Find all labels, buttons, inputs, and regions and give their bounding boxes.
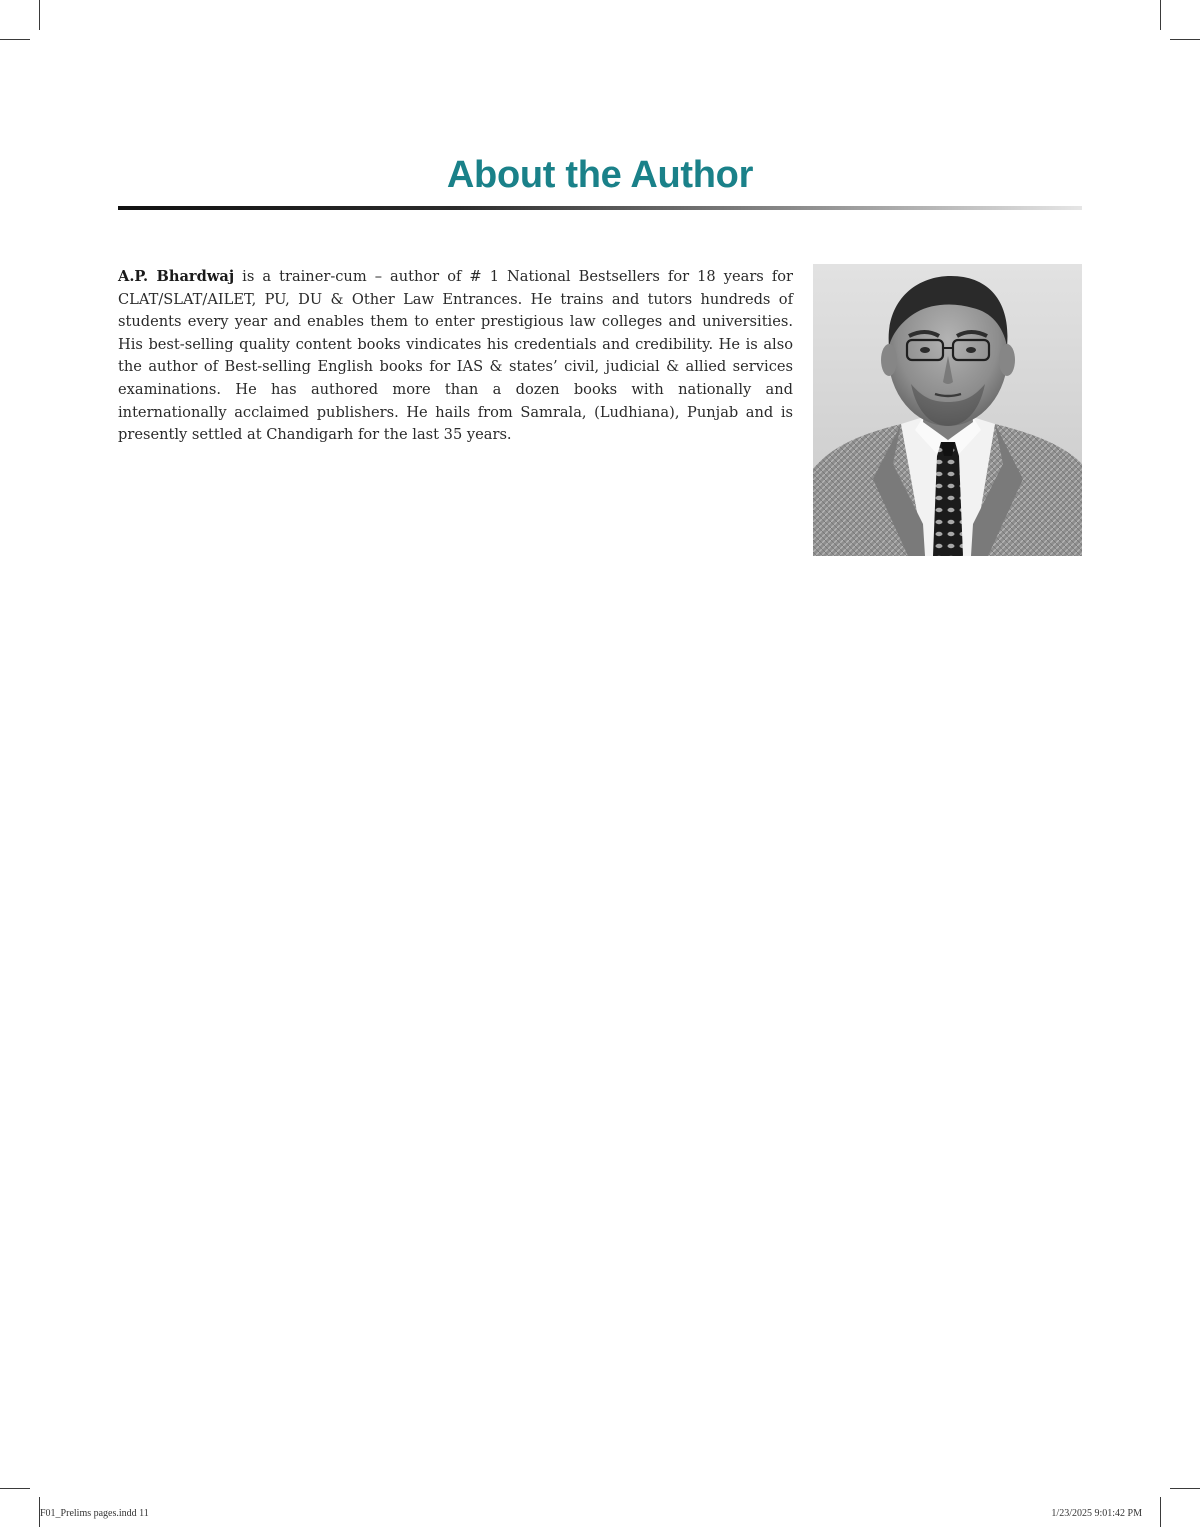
crop-mark-top-left-horizontal [0, 39, 30, 40]
crop-mark-bottom-left-horizontal [0, 1488, 30, 1489]
crop-mark-top-right-horizontal [1170, 39, 1200, 40]
page-title: About the Author [446, 154, 754, 196]
crop-mark-top-left-vertical [39, 0, 40, 30]
author-bio [118, 266, 793, 447]
author-name: A.P. Bhardwaj [118, 268, 235, 285]
crop-mark-bottom-right-vertical [1160, 1497, 1161, 1527]
title-divider [118, 206, 1082, 210]
author-portrait-illustration [813, 264, 1082, 556]
footer-file-label: F01_Prelims pages.indd 11 [40, 1508, 149, 1519]
author-bio-text: is a trainer-cum – author of # 1 National Bestsellers for 18 years for CLAT/SLAT/AILET, PU, DU & Other Law Entrances. He trains and tutors hundreds of students every year and enables them to enter prestigious law colleges and universities. His best-selling quality content books vindicates his credentials and credibility. He is also the author of Best-selling English books for IAS & states’ civil, judicial & allied services examinations. He has authored more than a dozen books with nationally and internationally acclaimed publishers. He hails from Samrala, (Ludhiana), Punjab and is presently settled at Chandigarh for the last 35 years. [118, 268, 793, 444]
crop-mark-bottom-right-horizontal [1170, 1488, 1200, 1489]
author-portrait-photo [813, 264, 1082, 556]
footer-timestamp: 1/23/2025 9:01:42 PM [1051, 1508, 1142, 1519]
crop-mark-top-right-vertical [1160, 0, 1161, 30]
